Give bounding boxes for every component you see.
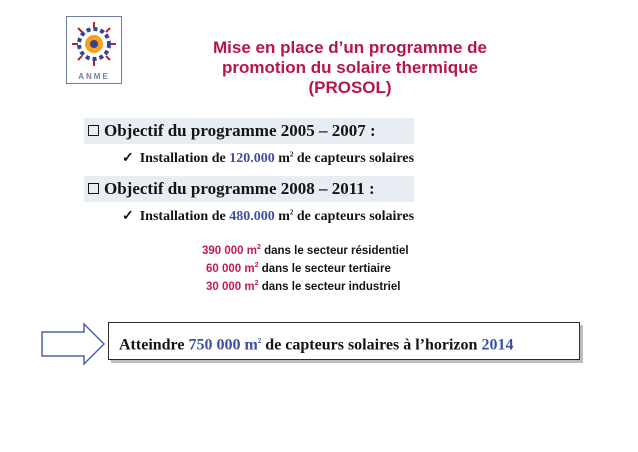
checkbox-bullet-icon <box>88 183 99 194</box>
bullet-prefix: Installation de <box>139 151 226 166</box>
checkmark-icon: ✓ <box>122 151 134 166</box>
sector-tertiary <box>206 262 391 275</box>
objective-heading-2-text: Objectif du programme 2008 – 2011 : <box>104 179 375 198</box>
goal-value: 750 000 m <box>188 336 258 354</box>
sector-label: dans le secteur tertiaire <box>261 262 391 275</box>
checkmark-icon: ✓ <box>122 209 134 224</box>
sector-industrial <box>206 280 400 293</box>
slide-title <box>150 38 550 98</box>
sector-value-sup: 2 <box>254 262 259 269</box>
goal-year: 2014 <box>481 336 514 354</box>
objective-heading-1-text: Objectif du programme 2005 – 2007 : <box>104 121 376 140</box>
title-line-3: (PROSOL) <box>308 78 392 97</box>
anme-logo <box>66 16 122 84</box>
goal-prefix: Atteindre <box>119 336 185 354</box>
sector-value-sup: 2 <box>254 280 259 287</box>
bullet-unit-sup: 2 <box>289 150 294 159</box>
bullet-unit-sup: 2 <box>289 208 294 217</box>
sector-value: 60 000 m <box>206 262 255 275</box>
title-line-1: Mise en place d’un programme de <box>213 38 487 57</box>
sector-value-sup: 2 <box>257 244 261 251</box>
objective-heading-1 <box>84 118 414 144</box>
bullet-value: 480.000 <box>229 209 275 224</box>
sector-residential <box>202 244 409 257</box>
goal-box <box>108 322 580 360</box>
objective-2-bullet <box>122 208 414 225</box>
sector-label: dans le secteur industriel <box>261 280 401 293</box>
objective-heading-2 <box>84 176 414 202</box>
sector-value: 390 000 m <box>202 244 257 257</box>
sector-value: 30 000 m <box>206 280 255 293</box>
anme-emblem-icon <box>70 20 118 68</box>
bullet-prefix: Installation de <box>139 209 226 224</box>
bullet-suffix: de capteurs solaires <box>296 209 415 224</box>
objective-1-bullet <box>122 150 414 167</box>
goal-middle: de capteurs solaires à l’horizon <box>265 336 478 354</box>
goal-value-sup: 2 <box>257 337 262 345</box>
bullet-unit: m <box>278 209 290 224</box>
checkbox-bullet-icon <box>88 125 99 136</box>
title-line-2: promotion du solaire thermique <box>222 58 478 77</box>
bullet-value: 120.000 <box>229 151 275 166</box>
bullet-suffix: de capteurs solaires <box>296 151 415 166</box>
logo-label: ANME <box>78 72 110 81</box>
right-arrow-icon <box>40 322 106 366</box>
bullet-unit: m <box>278 151 290 166</box>
sector-label: dans le secteur résidentiel <box>264 244 409 257</box>
